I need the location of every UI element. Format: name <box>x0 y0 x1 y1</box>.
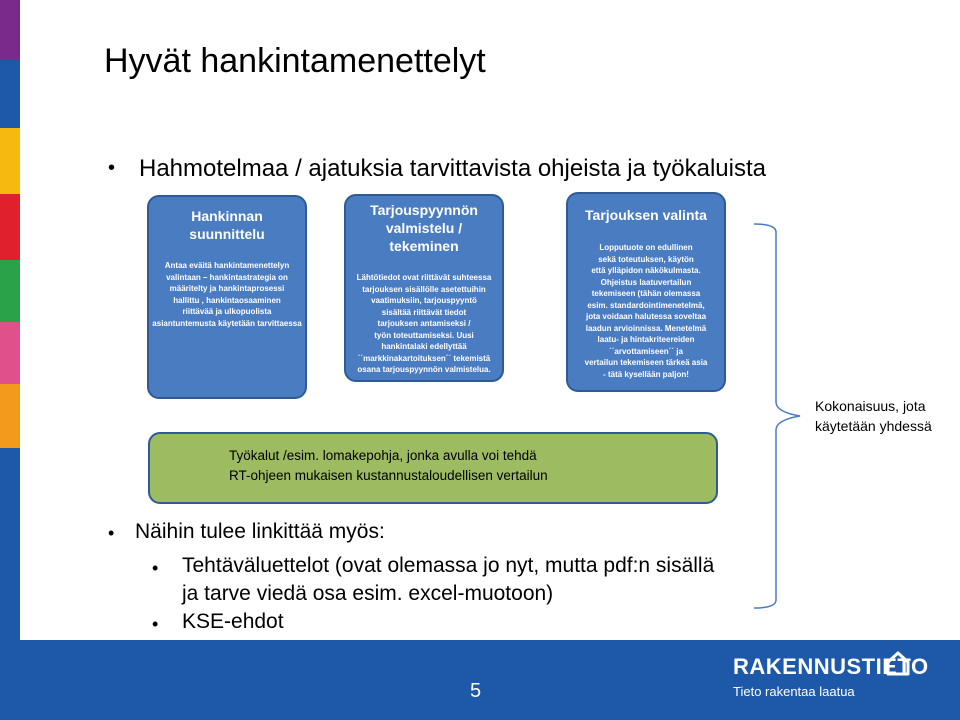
box-heading: Tarjouspyynnön valmistelu / tekeminen <box>370 202 478 254</box>
box-body: Antaa eväitä hankintamenettelyn valintaan – hankintastrategia on määritelty ja hankintaprosessi hallittu , hankintaosaaminen riittävää ja ulkopuolista asiantuntemusta käytetään tarvittaessa <box>152 261 302 328</box>
links-item1-line2: ja tarve viedä osa esim. excel-muotoon) <box>182 582 554 605</box>
bullet-icon: • <box>108 523 115 543</box>
box-body: Lopputuote on edullinen sekä toteutuksen, käytön että ylläpidon näkökulmasta. Ohjeistus laatuvertailun tekemiseen (tähän olemassa esim. standardointimenetelmä, jota voidaan halutessa soveltaa laadun arvioinnissa. Menetelmä laatu- ja hintakriteereiden ´´arvottamiseen´´ ja vertailun tekemiseen tärkeä asia - tätä kysellään paljon! <box>584 243 708 379</box>
company-tagline: Tieto rakentaa laatua <box>733 684 855 699</box>
company-logo-text: RAKENNUSTIETO <box>733 654 929 679</box>
tools-text: Työkalut /esim. lomakepohja, jonka avulla voi tehdä RT-ohjeen mukaisen kustannustaloudellisen vertailun <box>229 448 548 483</box>
right-bracket <box>752 222 812 612</box>
house-outline-icon <box>885 649 911 677</box>
links-item1-line1: Tehtäväluettelot (ovat olemassa jo nyt, mutta pdf:n sisällä <box>182 554 715 577</box>
color-stripe-orange <box>0 384 20 448</box>
slide-title: Hyvät hankintamenettelyt <box>104 42 486 80</box>
color-stripe-purple <box>0 0 20 60</box>
color-stripe-pink <box>0 322 20 384</box>
box-hankinnan-suunnittelu <box>147 195 307 399</box>
box-tarjouspyynnon-valmistelu <box>344 194 504 382</box>
box-tarjouksen-valinta <box>566 192 726 392</box>
bullet-icon: • <box>152 614 159 634</box>
color-stripe-yellow <box>0 128 20 194</box>
box-body: Lähtötiedot ovat riittävät suhteessa tarjouksen sisällölle asetettuihin vaatimuksiin, tarjouspyyntö sisältää riittävät tiedot tarjouksen antamiseksi / työn toteuttamiseksi. Uusi hankintalaki edellyttää ´´markkinakartoituksen´´ tekemistä osana tarjouspyynnön valmistelua. <box>356 273 492 374</box>
bullet-icon: • <box>152 558 159 578</box>
bullet-icon: • <box>108 157 116 179</box>
box-heading: Tarjouksen valinta <box>585 207 707 223</box>
main-bullet-text: Hahmotelmaa / ajatuksia tarvittavista ohjeista ja työkaluista <box>139 155 766 182</box>
links-intro: Näihin tulee linkittää myös: <box>135 520 385 543</box>
tools-box <box>148 432 718 504</box>
box-heading: Hankinnan suunnittelu <box>189 208 265 242</box>
color-stripe-blue <box>0 60 20 128</box>
color-stripe-red <box>0 194 20 260</box>
page-number: 5 <box>470 680 482 702</box>
links-item2: KSE-ehdot <box>182 610 284 633</box>
side-note: Kokonaisuus, jota käytetään yhdessä <box>815 398 932 434</box>
color-stripe-green <box>0 260 20 322</box>
